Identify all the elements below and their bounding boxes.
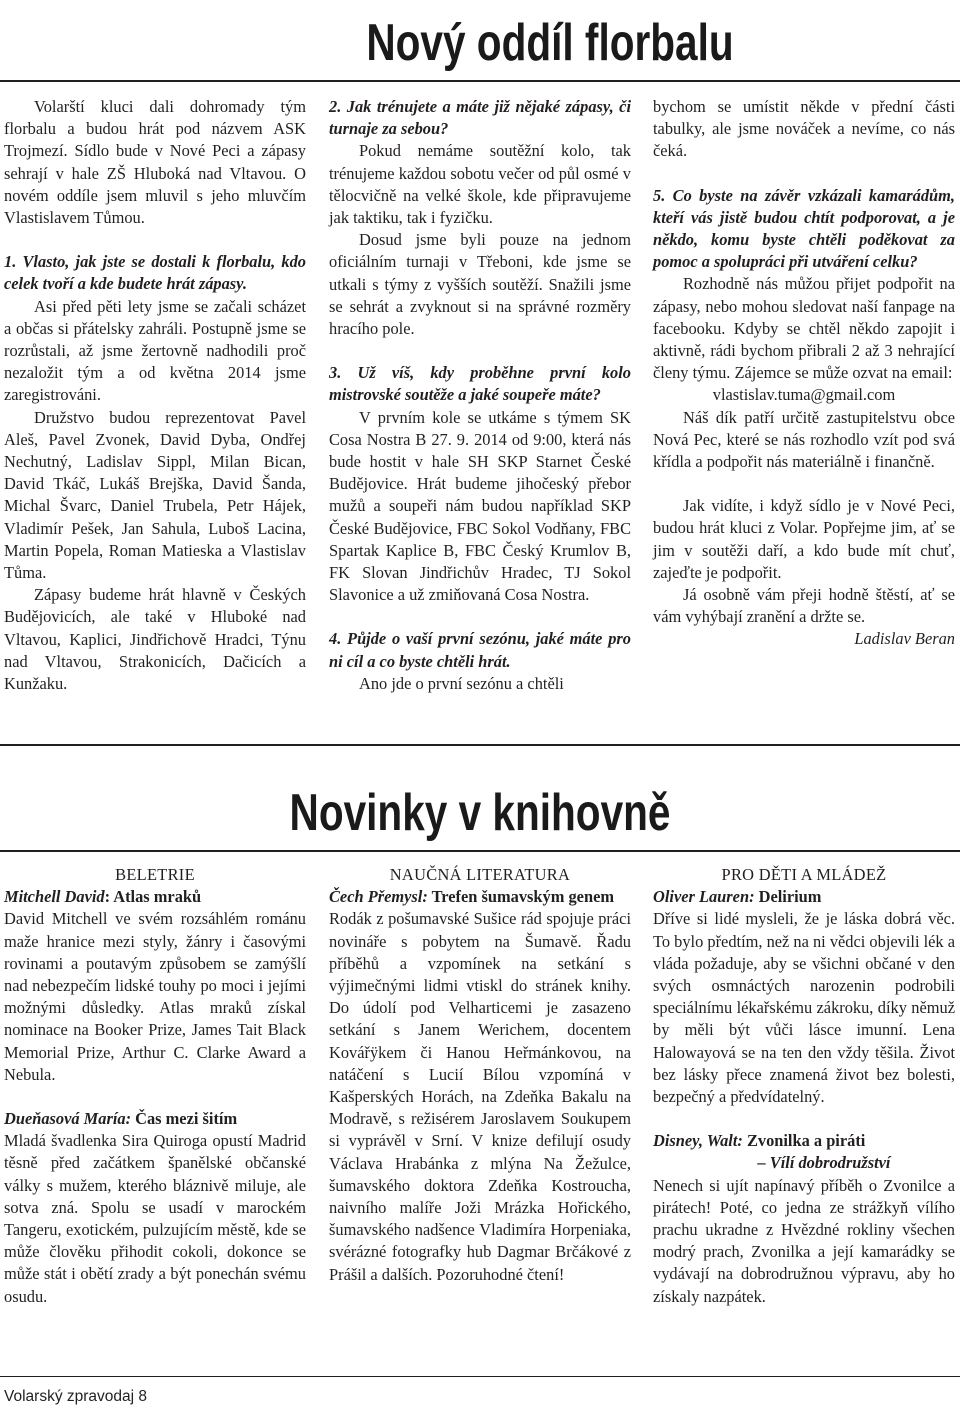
library-column-nonfiction [329,864,631,1286]
middle-rule [0,744,960,746]
library-column-fiction [4,864,306,1308]
answer-1-paragraph-3: Zápasy budeme hrát hlavně v Českých Budějovicích, ale také v Hluboké nad Vltavou, Kaplici, Jindřichově Hradci, Týnu nad Vltavou, Strakonicích, Dačicích a Kunžaku. [4,585,306,694]
section-heading-youth: PRO DĚTI A MLÁDEŽ [721,865,887,884]
book-author: Oliver Lauren: [653,887,755,907]
footer-rule [0,1376,960,1377]
answer-3: V prvním kole se utkáme s týmem SK Cosa Nostra B 27. 9. 2014 od 9:00, která nás bude hostit v hale SH SKP Starnet České Budějovice. Hrát budeme jihočeský přebor mužů a soupeři nám budou například SKP České Budějovice, FBC Sokol Vodňany, FBC Spartak Kaplice B, FBC Český Krumlov B, FK Slovan Jindřichův Hradec, TJ Sokol Slavonice a už zmiňovaná Cosa Nostra. [329,407,631,605]
question-4: 4. Půjde o vaší první sezónu, jaké máte pro ni cíl a co byste chtěli hrát. [329,629,631,671]
book-description: Nenech si ujít napínavý příběh o Zvonilce a pirátech! Poté, co jedna ze strážkyň vílího prachu ukradne z Hvězdné rokliny všechen modrý prach, Zvonilka a její kamarádky se vydávají na dobrodružnou výpravu, aby ho získaly nazpátek. [653,1175,955,1306]
book-author: Čech Přemysl: [329,887,428,907]
book-heading [329,886,631,908]
library-column-youth [653,864,955,1308]
contact-email: vlastislav.tuma@gmail.com [712,385,896,405]
article-intro: Volarští kluci dali dohromady tým florbalu a budou hrát pod názvem ASK Trojmezí. Sídlo bude v Nové Peci a zápasy sehrají v hale ZŠ Hluboká nad Vltavou. O novém oddíle jsem mluvil s jeho mluvčím Vlastislavem Tůmou. [4,97,306,228]
book-heading [653,1130,955,1152]
article-signature: Ladislav Beran [854,629,955,649]
library-title: Novinky v knihovně [289,784,671,842]
book-subtitle: – Vílí dobrodružství [757,1153,891,1173]
library-rule [0,850,960,852]
article-column-2 [329,96,631,695]
book-author: Dueňasová María: [4,1109,132,1129]
article-column-1 [4,96,306,695]
answer-2-paragraph-2: Dosud jsme byli pouze na jednom oficiálním turnaji v Třeboni, kde jsme se utkali s týmy z vyšších soutěží. Snažili jsme se sehrát a zvyknout si na správné rozměry hracího pole. [329,230,631,339]
book-title: Trefen šumavským genem [427,887,614,907]
book-author: Mitchell David [4,887,105,907]
answer-4-start: Ano jde o první sezónu a chtěli [359,673,564,693]
page-footer: Volarský zpravodaj 8 [4,1388,148,1405]
article-title: Nový oddíl florbalu [366,14,734,72]
book-description: Dříve si lidé mysleli, že je láska dobrá věc. To bylo předtím, než na ni vědci objevili lék a vláda požaduje, aby se všichni občané v den svých osmnáctých narozenin podrobili speciálnímu lékařskému zákroku, díky němuž by měli být vůči lásce imunní. Lena Halowayová se na ten den vždy těšila. Život bez lásky přece znamená život bez bolesti, bezpečný a předvídatelný. [653,909,955,1107]
section-heading-nonfiction: NAUČNÁ LITERATURA [389,865,571,884]
book-author: Disney, Walt: [653,1131,743,1151]
book-description: David Mitchell ve svém rozsáhlém románu maže hranice mezi styly, žánry i časovými rovinami a poutavým způsobem se zamýšlí nad nebezpečím lidské touhy po moci i jejími možnými důsledky. Atlas mraků získal nominace na Booker Prize, James Tait Black Memorial Prize, Arthur C. Clarke Award a Nebula. [4,909,306,1084]
book-heading [4,1108,306,1130]
answer-5-paragraph-1: Rozhodně nás můžou přijet podpořit na zápasy, nebo mohou sledovat naší fanpage na facebooku. Kdyby se chtěl někdo zapojit i aktivně, rádi bychom přibrali 2 až 3 nehrající členy týmu. Zájemce se může ozvat na email: [653,274,955,383]
closing-paragraph-1: Jak vidíte, i když sídlo je v Nové Peci, budou hrát kluci z Volar. Popřejme jim, ať se jim v soutěži daří, a kdo bude mít chuť, zajeďte je podpořit. [653,496,955,582]
answer-2-paragraph-1: Pokud nemáme soutěžní kolo, tak trénujeme každou sobotu večer od půl osmé v tělocvičně na velké škole, kde připravujeme jak taktiku, tak i fyzičku. [329,141,631,228]
answer-4-end: bychom se umístit někde v přední části tabulky, ale jsme nováček a nevíme, co nás čeká. [653,97,955,161]
answer-5-paragraph-2: Náš dík patří určitě zastupitelstvu obce Nová Pec, které se nás rozhodlo vzít pod svá křídla a podpořit nás materiálně i finančně. [653,407,955,472]
book-description: Mladá švadlenka Sira Quiroga opustí Madrid těsně před začátkem španělské občanské války s mužem, kterého bláznivě miluje, ale sotva zná. Spolu se usadí v marockém Tangeru, exotickém, pulzujícím městě, kde se může člověku přihodit cokoli, dokonce se může stát i obětí zrady a být ponechán svému osudu. [4,1131,306,1306]
book-heading [653,886,955,908]
book-title: Delirium [754,887,822,907]
book-title: Čas mezi šitím [131,1109,238,1129]
question-5: 5. Co byste na závěr vzkázali kamarádům, kteří vás jistě budou chtít podporovat, a je někdo, komu byste chtěli poděkovat za pomoc a spolupráci při utváření celku? [653,185,955,272]
book-description: Rodák z pošumavské Sušice rád spojuje práci novináře s pobytem na Šumavě. Řadu příběhů a vzpomínek na setkání s výjimečnými lidmi vtiskl do stránek knihy. Do údolí pod Velharticemi je zasazeno setkání s Janem Werichem, docentem Kovářÿkem či Hanou Heřmánkovou, na natáčení s Lucií Bílou vzpomíná v Kašperských Horách, na Zdeňka Bakalu na Modravě, s režisérem Jaroslavem Soukupem si vyprávěl v Srní. V knize defilují osudy Václava Hrabánka z mlýna Na Žežulce, šumavského doktora Zdeňka Kostroucha, naivního malíře Joži Mrázka Hořického, šumavského nadšence Vladimíra Horpeniaka, svérázné fotografky hub Dagmar Brčákové z Prášil a dalších. Pozoruhodné čtení! [329,909,631,1284]
question-3: 3. Už víš, kdy proběhne první kolo mistrovské soutěže a jaké soupeře máte? [329,363,631,405]
answer-1-paragraph-2: Družstvo budou reprezentovat Pavel Aleš, Pavel Zvonek, David Dyba, Ondřej Nechutný, Ladislav Sippl, Milan Bican, David Tkáč, Lukáš Brejška, David Šanda, Michal Švarc, Daniel Trubela, Petr Hájek, Vladimír Pešek, Jan Sahula, Luboš Lacina, Martin Popela, Roman Matieska a Vlastislav Tůma. [4,407,306,583]
closing-paragraph-2: Já osobně vám přeji hodně štěstí, ať se vám vyhýbají zranění a držte se. [653,585,955,627]
answer-1-paragraph-1: Asi před pěti lety jsme se začali scházet a občas si přátelsky zahráli. Postupně jsme se rozrůstali, až jsme žertovně nadhodili proč nezaložit tým a od května 2014 jsme zaregistrováni. [4,296,306,405]
book-title: : Atlas mraků [104,887,202,907]
article-column-3 [653,96,955,651]
book-heading [4,886,306,908]
book-title: Zvonilka a piráti [742,1131,866,1151]
section-heading-fiction: BELETRIE [115,865,195,884]
top-rule [0,80,960,82]
question-1: 1. Vlasto, jak jste se dostali k florbalu, kdo celek tvoří a kde budete hrát zápasy. [4,252,306,294]
question-2: 2. Jak trénujete a máte již nějaké zápasy, či turnaje za sebou? [329,97,631,139]
